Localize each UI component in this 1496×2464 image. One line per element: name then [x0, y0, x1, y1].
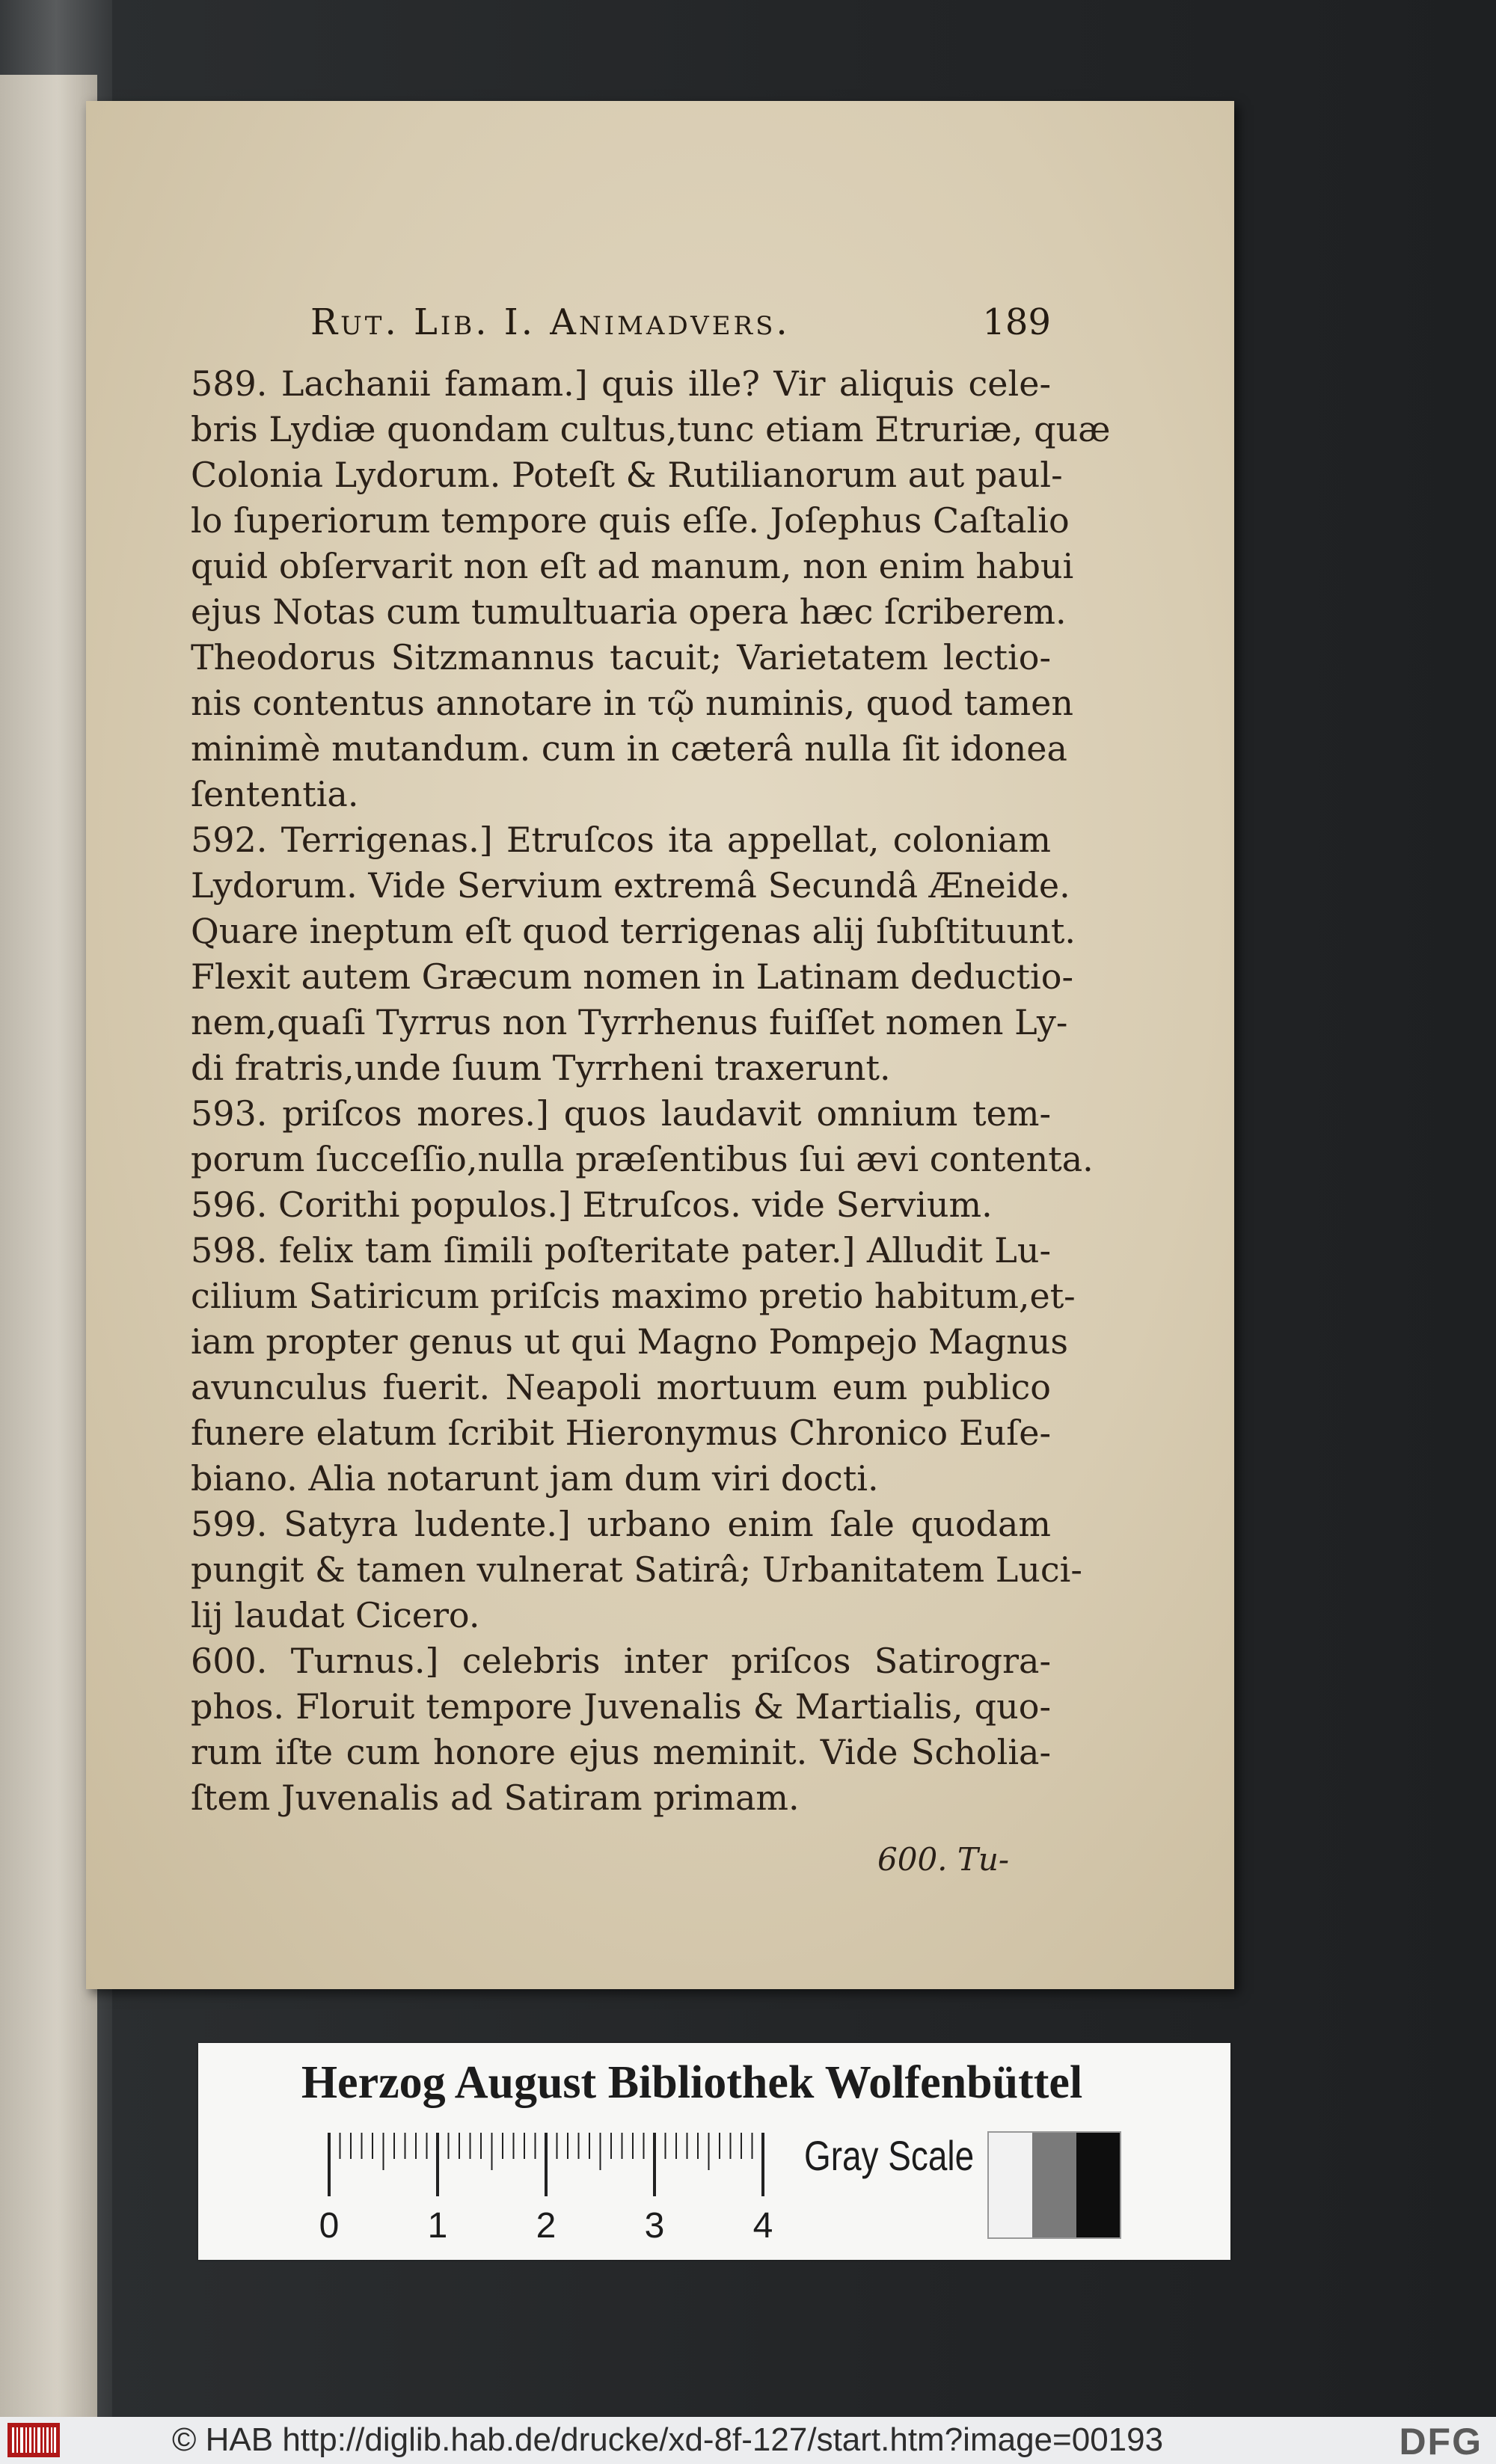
commentary-text — [191, 361, 1111, 1821]
ruler-number: 3 — [644, 2206, 665, 2246]
ruler-number: 4 — [752, 2206, 773, 2246]
text-line: iam propter genus ut qui Magno Pompejo Magnus — [191, 1321, 1068, 1362]
text-line: bris Lydiæ quondam cultus,tunc etiam Etruriæ, quæ — [191, 409, 1111, 449]
text-line: 598. felix tam ſimili poſteritate pater.] Alludit Lu- — [191, 1230, 1051, 1271]
ruler-number: 1 — [427, 2206, 448, 2246]
text-line: nis contentus annotare in τῷ numinis, quod tamen — [191, 683, 1073, 723]
text-line: Theodorus Sitzmannus tacuit; Varietatem lectio- — [191, 637, 1051, 678]
ruler — [319, 2125, 785, 2246]
barcode-icon — [7, 2423, 60, 2457]
text-line: 596. Corithi populos.] Etruſcos. vide Servium. — [191, 1185, 993, 1225]
text-line: quid obſervarit non eſt ad manum, non enim habui — [191, 546, 1074, 586]
gray-swatch-dark — [1076, 2133, 1120, 2237]
text-line: minimè mutandum. cum in cæterâ nulla ſit idonea — [191, 728, 1067, 769]
text-line: Flexit autem Græcum nomen in Latinam deductio- — [191, 956, 1073, 997]
ruler-number: 0 — [319, 2206, 340, 2246]
text-line: 599. Satyra ludente.] urbano enim ſale quodam — [191, 1504, 1051, 1544]
running-head — [310, 301, 1051, 346]
text-line: ejus Notas cum tumultuaria opera hæc ſcriberem. — [191, 592, 1067, 632]
book-page — [86, 101, 1234, 1989]
text-line: rum iſte cum honore ejus meminit. Vide Scholia- — [191, 1732, 1051, 1772]
text-line: funere elatum ſcribit Hieronymus Chronico Euſe- — [191, 1413, 1051, 1453]
ruler-number: 2 — [536, 2206, 557, 2246]
text-line: 592. Terrigenas.] Etruſcos ita appellat, coloniam — [191, 820, 1051, 860]
text-line: cilium Satiricum priſcis maximo pretio habitum,et- — [191, 1276, 1076, 1316]
text-line: lij laudat Cicero. — [191, 1595, 480, 1635]
text-line: lo ſuperiorum tempore quis eſſe. Joſephus Caſtalio — [191, 500, 1070, 541]
text-line: nem,quaſi Tyrrus non Tyrrhenus fuiſſet nomen Ly- — [191, 1002, 1068, 1042]
text-line: 600. Turnus.] celebris inter priſcos Satirogra- — [191, 1641, 1051, 1681]
text-line: biano. Alia notarunt jam dum viri docti. — [191, 1458, 879, 1499]
page-number: 189 — [982, 301, 1051, 343]
color-scale-card — [198, 2043, 1230, 2260]
gray-scale-swatches — [987, 2131, 1121, 2239]
text-line: phos. Floruit tempore Juvenalis & Martialis, quo- — [191, 1686, 1051, 1727]
text-line: pungit & tamen vulnerat Satirâ; Urbanitatem Luci- — [191, 1549, 1082, 1590]
gray-swatch-light — [989, 2133, 1032, 2237]
text-line: porum ſucceſſio,nulla præſentibus ſui ævi contenta. — [191, 1139, 1094, 1179]
text-line: di fratris,unde ſuum Tyrrheni traxerunt. — [191, 1048, 891, 1088]
text-line: ſententia. — [191, 774, 359, 814]
source-url[interactable]: © HAB http://diglib.hab.de/drucke/xd-8f-127/start.htm?image=00193 — [172, 2421, 1164, 2458]
library-name: Herzog August Bibliothek Wolfenbüttel — [301, 2057, 1083, 2108]
text-line: Lydorum. Vide Servium extremâ Secundâ Æneide. — [191, 865, 1070, 906]
gray-scale-label: Gray Scale — [804, 2132, 975, 2179]
text-line: avunculus fuerit. Neapoli mortuum eum publico — [191, 1367, 1051, 1407]
dfg-logo: DFG — [1399, 2421, 1483, 2463]
gray-swatch-mid — [1032, 2133, 1076, 2237]
text-line: 589. Lachanii famam.] quis ille? Vir aliquis cele- — [191, 363, 1051, 404]
text-line: Quare ineptum eſt quod terrigenas alij ſubſtituunt. — [191, 911, 1076, 951]
viewer-footer — [0, 2417, 1496, 2464]
text-line: ſtem Juvenalis ad Satiram primam. — [191, 1778, 800, 1818]
text-line: 593. priſcos mores.] quos laudavit omnium tem- — [191, 1093, 1051, 1134]
running-head-title: Rut. Lib. I. Animadvers. — [310, 301, 791, 343]
text-line: Colonia Lydorum. Poteſt & Rutilianorum aut paul- — [191, 455, 1063, 495]
catchword: 600. Tu- — [877, 1841, 1010, 1878]
